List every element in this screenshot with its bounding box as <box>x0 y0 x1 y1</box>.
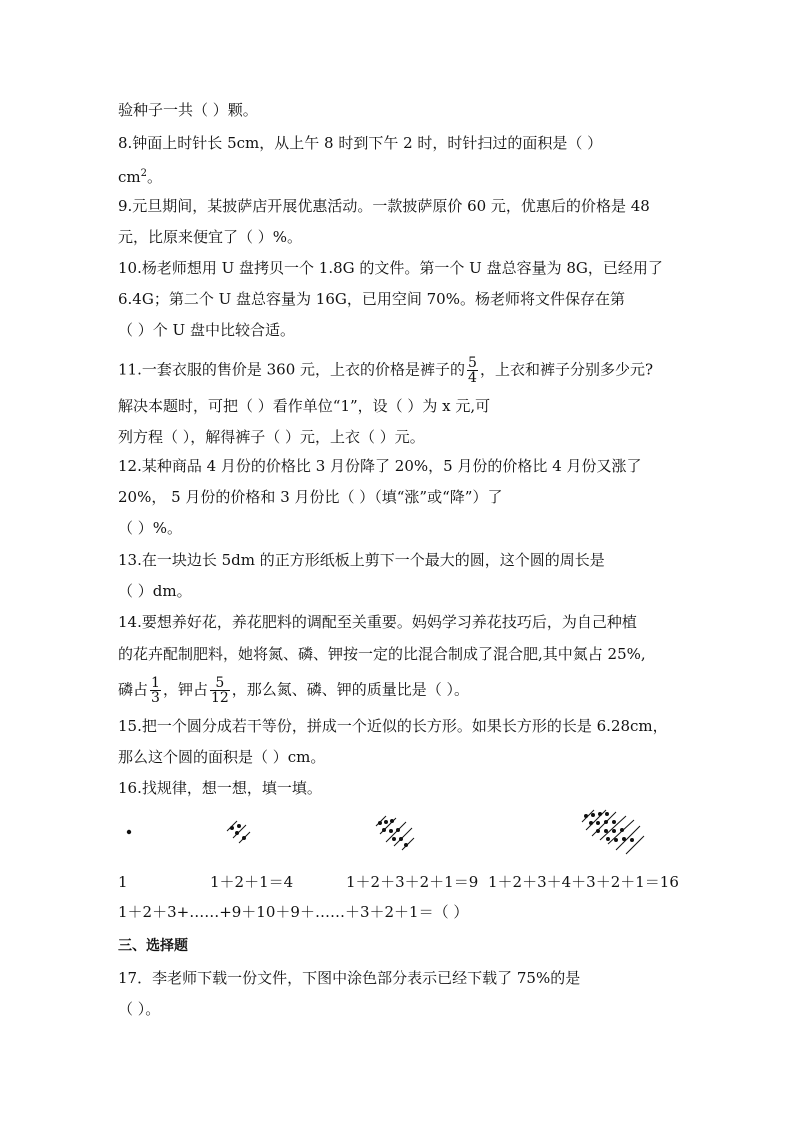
line-q11-b: 解决本题时，可把（ ）看作单位“1”，设（ ）为 x 元,可 <box>118 397 491 415</box>
sequence-term-3: 1＋2＋3＋2＋1＝9 <box>346 873 479 891</box>
dot-pattern-16 <box>578 808 648 858</box>
line-q15-b: 那么这个圆的面积是（ ）cm。 <box>118 748 326 766</box>
line-q12-b: 20%， 5 月份的价格和 3 月份比（ ）（填“涨”或“降”）了 <box>118 488 503 506</box>
line-q10-cont: 6.4G；第二个 U 盘总容量为 16G，已用空间 70%。杨老师将文件保存在第 <box>118 290 625 308</box>
line-q17-b: （ ）。 <box>118 1000 161 1018</box>
line-q14-c <box>118 676 469 705</box>
dot-pattern-1 <box>118 820 138 844</box>
line-q14: 14.要想养好花，养花肥料的调配至关重要。妈妈学习养花技巧后，为自己种植 <box>118 613 637 631</box>
line-q14-b: 的花卉配制肥料，她将氮、磷、钾按一定的比混合制成了混合肥,其中氮占 25%, <box>118 645 646 663</box>
line-q9-cont: 元，比原来便宜了（ ）%。 <box>118 228 303 246</box>
line-q16: 16.找规律，想一想，填一填。 <box>118 779 322 797</box>
sequence-term-1: 1 <box>118 873 128 891</box>
fraction-denominator: 3 <box>151 690 160 706</box>
dots <box>230 824 246 840</box>
sequence-term-2: 1＋2＋1＝4 <box>210 873 294 891</box>
line-q13: 13.在一块边长 5dm 的正方形纸板上剪下一个最大的圆，这个圆的周长是 <box>118 551 605 569</box>
fraction-numerator: 1 <box>151 675 160 691</box>
dots <box>378 819 408 847</box>
fraction-denominator: 4 <box>468 370 477 386</box>
fraction-1-3 <box>150 676 161 705</box>
q14-text-post: ，那么氮、磷、钾的质量比是（ ）。 <box>231 680 470 699</box>
q11-text-pre: 11.一套衣服的售价是 360 元，上衣的价格是裤子的 <box>118 360 466 379</box>
line-q12-c: （ ）%。 <box>118 519 183 537</box>
line-q9: 9.元旦期间，某披萨店开展优惠活动。一款披萨原价 60 元，优惠后的价格是 48 <box>118 197 650 215</box>
exponent: 2 <box>140 168 147 179</box>
fraction-denominator: 12 <box>210 690 229 706</box>
period: 。 <box>147 168 163 186</box>
q14-text-pre: 磷占 <box>118 680 149 699</box>
fraction-numerator: 5 <box>210 676 230 691</box>
line-q8: 8.钟面上时针长 5cm，从上午 8 时到下午 2 时，时针扫过的面积是（ ） <box>118 134 603 152</box>
section-title-choice: 三、选择题 <box>118 938 188 954</box>
dot-pattern-9 <box>372 814 418 854</box>
line-q16-question: 1＋2＋3+……+9＋10＋9＋……＋3＋2＋1＝（ ） <box>118 903 469 921</box>
line-q11 <box>118 356 653 385</box>
unit-cm: cm <box>118 168 141 186</box>
fraction-5-12 <box>210 676 230 705</box>
line-q15: 15.把一个圆分成若干等份，拼成一个近似的长方形。如果长方形的长是 6.28cm， <box>118 717 668 735</box>
dot-pattern-4 <box>224 818 254 846</box>
line-q10: 10.杨老师想用 U 盘拷贝一个 1.8G 的文件。第一个 U 盘总容量为 8G，已经用了 <box>118 259 663 277</box>
fraction-5-4 <box>467 356 478 385</box>
line-q12: 12.某种商品 4 月份的价格比 3 月份降了 20%，5 月份的价格比 4 月份又涨了 <box>118 457 642 475</box>
sequence-term-4: 1＋2＋3＋4＋3＋2＋1＝16 <box>488 873 679 891</box>
diagonal-lines <box>376 816 414 850</box>
q11-text-post: ，上衣和裤子分别多少元? <box>479 360 653 379</box>
line-q17: 17．李老师下载一份文件，下图中涂色部分表示已经下载了 75%的是 <box>118 969 581 987</box>
line-q13-b: （ ）dm。 <box>118 582 192 600</box>
fraction-numerator: 5 <box>468 355 477 371</box>
line-q7-end: 验种子一共（ ）颗。 <box>118 101 258 119</box>
dot <box>127 830 131 834</box>
line-q11-c: 列方程（ ），解得裤子（ ）元，上衣（ ）元。 <box>118 428 425 446</box>
line-q8-unit <box>118 164 162 187</box>
line-q10-end: （ ）个 U 盘中比较合适。 <box>118 321 295 339</box>
q14-text-mid: ，钾占 <box>162 680 208 699</box>
